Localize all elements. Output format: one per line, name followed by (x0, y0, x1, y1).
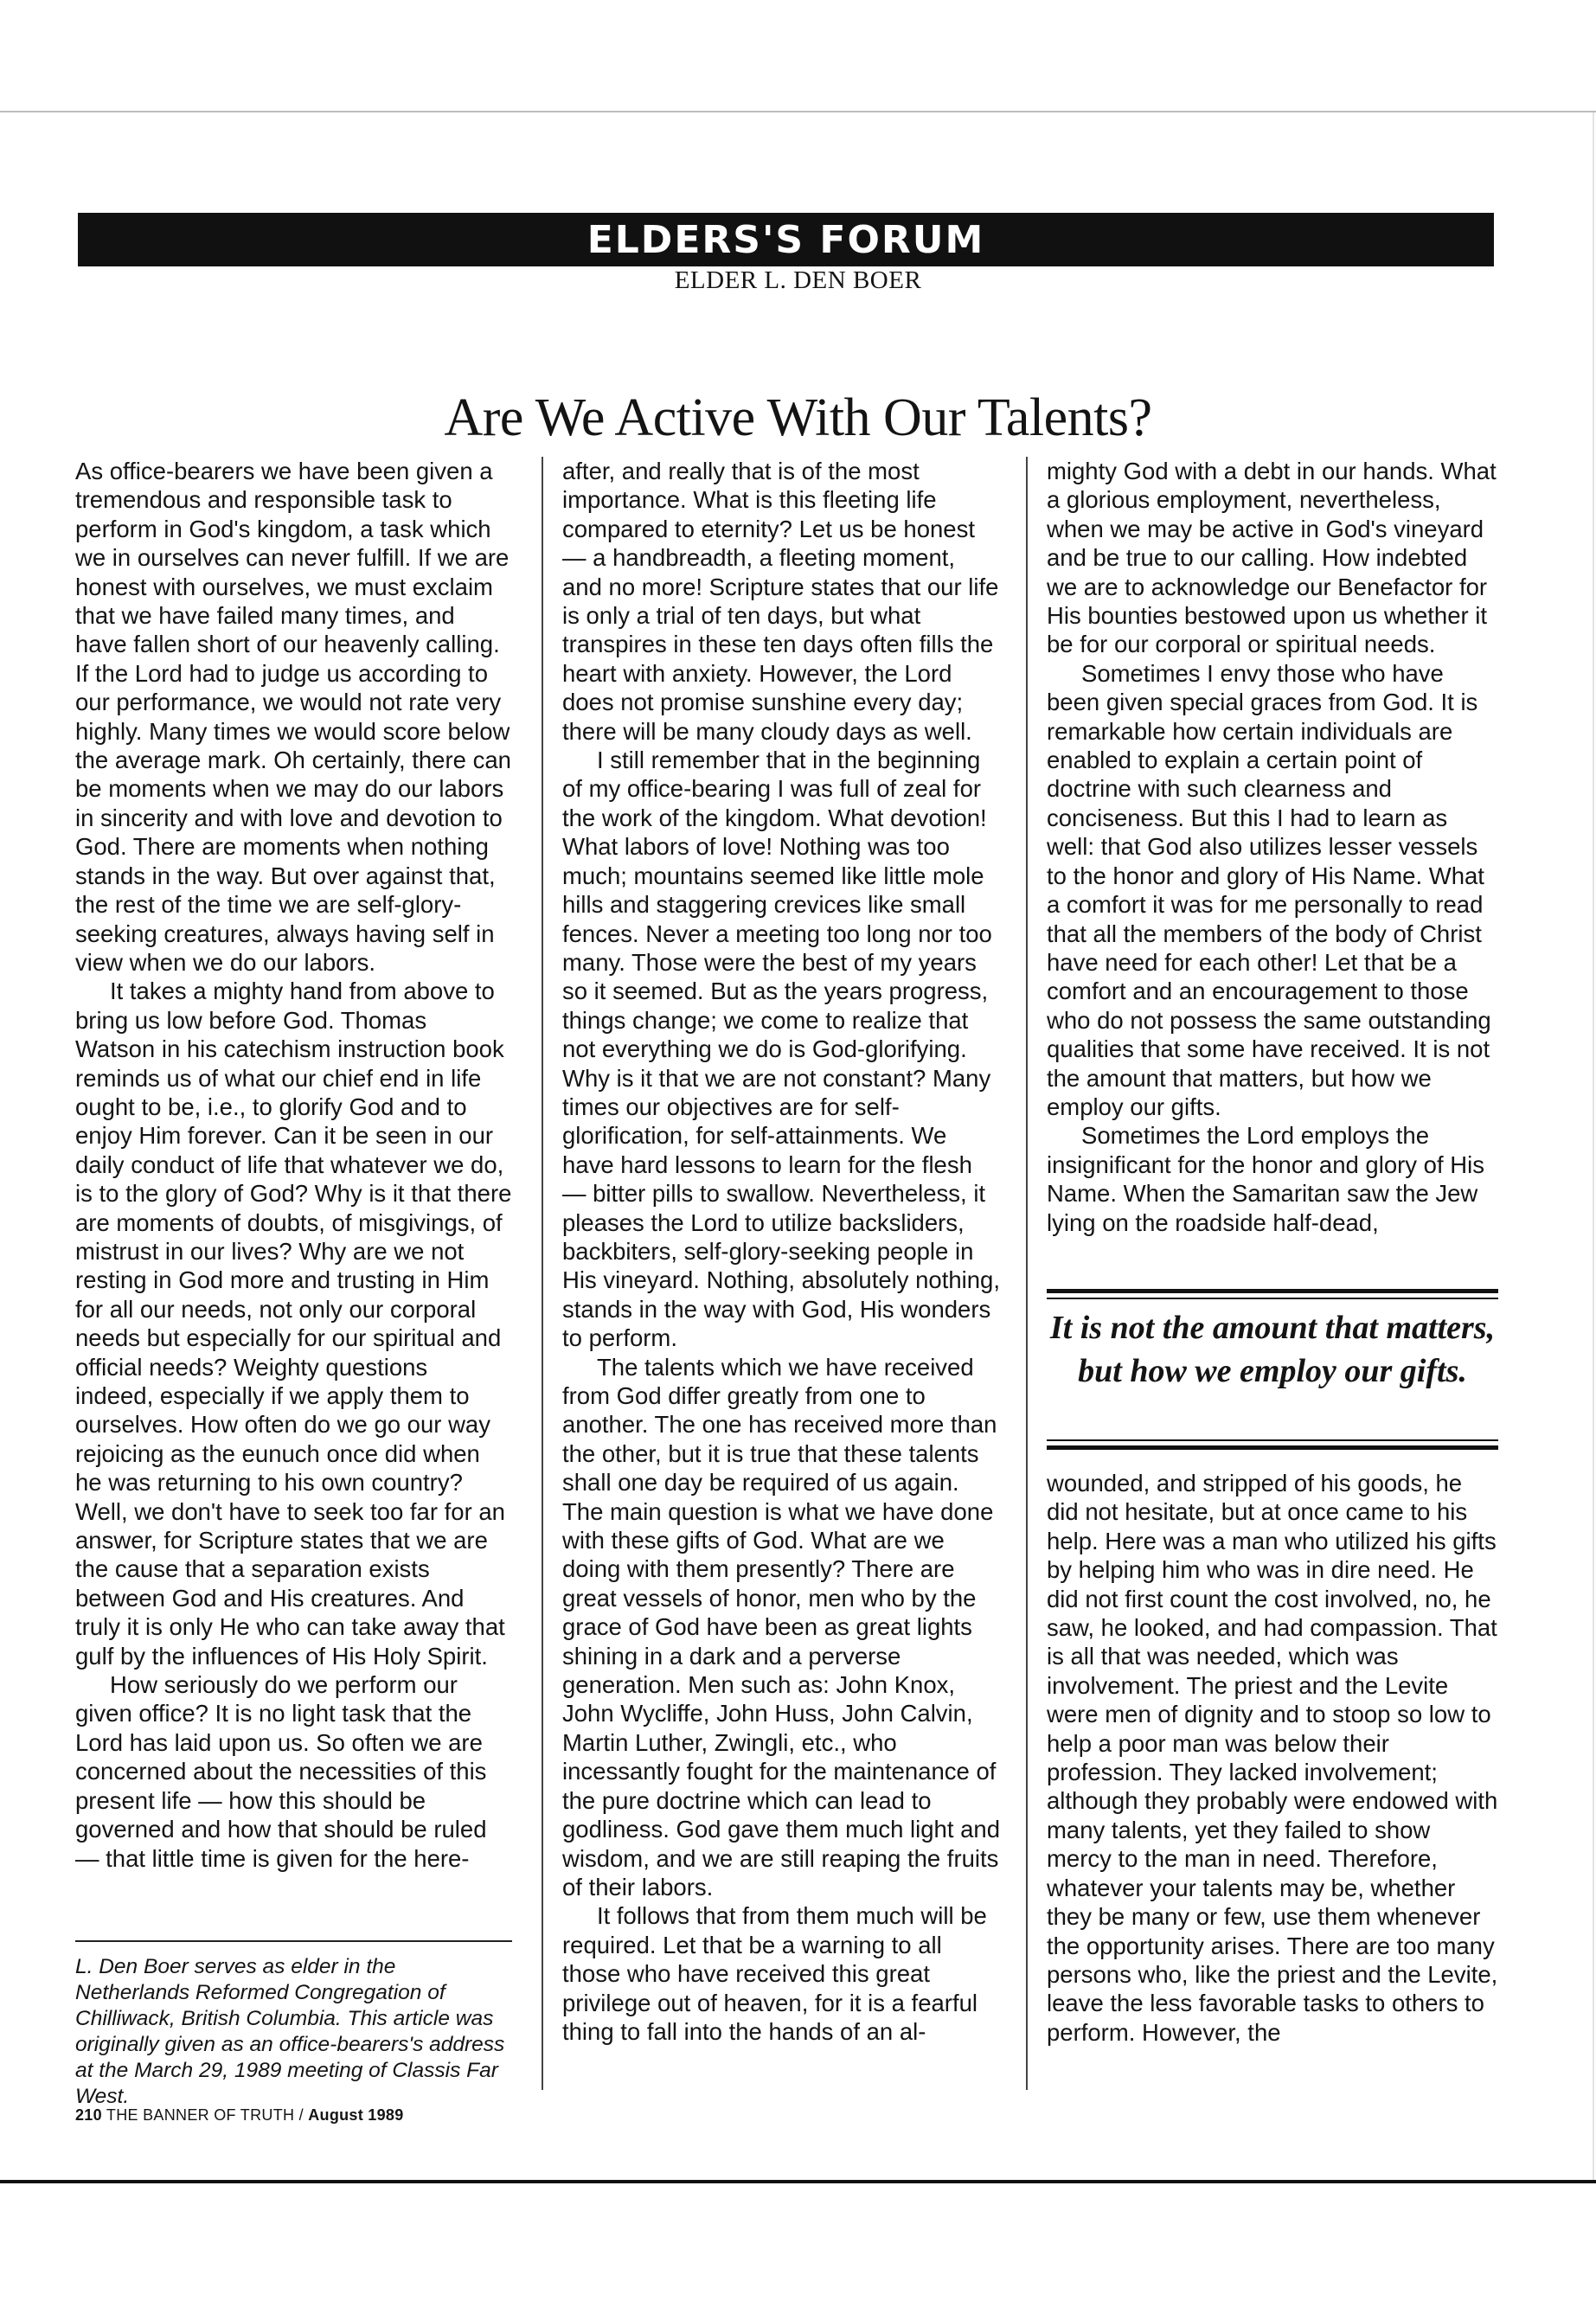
pull-quote-text: It is not the amount that matters, but how we employ our gifts. (1049, 1310, 1496, 1389)
column-3-top (1047, 457, 1498, 1237)
paragraph: How seriously do we perform our given office? It is no light task that the Lord has laid upon us. So often we are concerned about the necessities of this present life — how this should be governed and how that should be ruled — that little time is given for the here- (75, 1671, 487, 1872)
column-divider (1026, 457, 1028, 2090)
section-title: ELDERS'S FORUM (586, 217, 985, 262)
page-number: 210 (75, 2106, 102, 2124)
paragraph: Sometimes the Lord employs the insignificant for the honor and glory of His Name. When the Samaritan saw the Jew lying on the roadside half-dead, (1047, 1122, 1484, 1236)
pull-quote-rule (1047, 1289, 1498, 1293)
column-1 (75, 457, 512, 1873)
paragraph: mighty God with a debt in our hands. What a glorious employment, nevertheless, when we may be active in God's vineyard and be true to our calling. How indebted we are to acknowledge our Benefactor for His bounties bestowed upon us whether it be for our corporal or spiritual needs. (1047, 458, 1497, 658)
article-title: Are We Active With Our Talents? (444, 388, 1152, 447)
publication-name: THE BANNER OF TRUTH / (106, 2106, 304, 2124)
author-note: L. Den Boer serves as elder in the Netherlands Reformed Congregation of Chilliwack, British Columbia. This article was originally given as an office-bearers's address at the March 29, 1989 meeting of Classis Far West. (75, 1940, 512, 2110)
top-rule (0, 111, 1596, 112)
paragraph: It takes a mighty hand from above to bring us low before God. Thomas Watson in his catechism instruction book reminds us of what our chief end in life ought to be, i.e., to glorify God and to enjoy Him forever. Can it be seen in our daily conduct of life that whatever we do, is to the glory of God? Why is it that there are moments of doubts, of misgivings, of mistrust in our lives? Why are we not resting in God more and trusting in Him for all our needs, not only our corporal needs but especially for our spiritual and official needs? Weighty questions indeed, especially if we apply them to ourselves. How often do we go our way rejoicing as the eunuch once did when he was returning to his own country? Well, we don't have to seek too far for an answer, for Scripture states that we are the cause that a separation exists between God and His creatures. And truly it is only He who can take away that gulf by the influences of His Holy Spirit. (75, 977, 512, 1670)
paragraph: The talents which we have received from God differ greatly from one to another. The one has received more than the other, but it is true that these talents shall one day be required of us again. The main question is what we have done with these gifts of God. What are we doing with them presently? There are great vessels of honor, men who by the grace of God have been as great lights shining in a dark and a perverse generation. Men such as: John Knox, John Wycliffe, John Huss, John Calvin, Martin Luther, Zwingli, etc., who incessantly fought for the maintenance of the pure doctrine which can lead to godliness. God gave them much light and wisdom, and we are still reaping the fruits of their labors. (562, 1353, 1000, 1900)
paragraph: I still remember that in the beginning of my office-bearing I was full of zeal for the work of the kingdom. What devotion! What labors of love! Nothing was too much; mountains seemed like little mole hills and staggering crevices like small fences. Never a meeting too long nor too many. Those were the best of my years so it seemed. But as the years progress, things change; we come to realize that not everything we do is God-glorifying. Why is it that we are not constant? Many times our objectives are for self-glorification, for self-attainments. We have hard lessons to learn for the flesh — bitter pills to swallow. Nevertheless, it pleases the Lord to utilize backsliders, backbiters, self-glory-seeking people in His vineyard. Nothing, absolutely nothing, stands in the way with God, His wonders to perform. (562, 747, 1000, 1352)
column-divider (542, 457, 543, 2090)
paragraph: after, and really that is of the most importance. What is this fleeting life compared to eternity? Let us be honest — a handbreadth, a fleeting moment, and no more! Scripture states that our life is only a trial of ten days, but what transpires in these ten days often fills the heart with anxiety. However, the Lord does not promise sunshine every day; there will be many cloudy days as well. (562, 458, 999, 745)
paragraph: It follows that from them much will be required. Let that be a warning to all those who have received this great privilege out of heaven, for it is a fearful thing to fall into the hands of an al- (562, 1902, 987, 2045)
pull-quote-rule (1047, 1439, 1498, 1441)
paragraph: Sometimes I envy those who have been given special graces from God. It is remarkable how certain individuals are enabled to explain a certain point of doctrine with such clearness and conciseness. But this I had to learn as well: that God also utilizes lesser vessels to the honor and glory of His Name. What a comfort it was for me personally to read that all the members of the body of Christ have need for each other! Let that be a comfort and an encouragement to those who do not possess the same outstanding qualities that some have received. It is not the amount that matters, but how we employ our gifts. (1047, 659, 1491, 1120)
paragraph: As office-bearers we have been given a tremendous and responsible task to perform in God's kingdom, a task which we in ourselves can never fulfill. If we are honest with ourselves, we must exclaim that we have failed many times, and have fallen short of our heavenly calling. If the Lord had to judge us according to our performance, we would not rate very highly. Many times we would score below the average mark. Oh certainly, there can be moments when we may do our labors in sincerity and with love and devotion to God. There are moments when nothing stands in the way. But over against that, the rest of the time we are self-glory-seeking creatures, always having self in view when we do our labors. (75, 458, 511, 976)
section-banner (78, 213, 1494, 266)
page-footer (75, 2106, 404, 2125)
pull-quote-rule (1047, 1298, 1498, 1299)
bottom-rule (0, 2180, 1596, 2183)
byline: ELDER L. DEN BOER (674, 266, 922, 294)
issue-date: August 1989 (308, 2106, 404, 2124)
column-2 (562, 457, 1001, 2046)
column-3-bottom (1047, 1469, 1498, 2047)
pull-quote (1047, 1289, 1498, 1453)
paragraph: wounded, and stripped of his goods, he did not hesitate, but at once came to his help. Here was a man who utilized his gifts by helping him who was in dire need. He did not first count the cost involved, no, he saw, he looked, and had compassion. That is all that was needed, which was involvement. The priest and the Levite were men of dignity and to stoop so low to help a poor man was below their profession. They lacked involvement; although they probably were endowed with many talents, yet they failed to show mercy to the man in need. Therefore, whatever your talents may be, whether they be many or few, use them whenever the opportunity arises. There are too many persons who, like the priest and the Levite, leave the less favorable tasks to others to perform. However, the (1047, 1470, 1498, 2046)
pull-quote-rule (1047, 1445, 1498, 1450)
